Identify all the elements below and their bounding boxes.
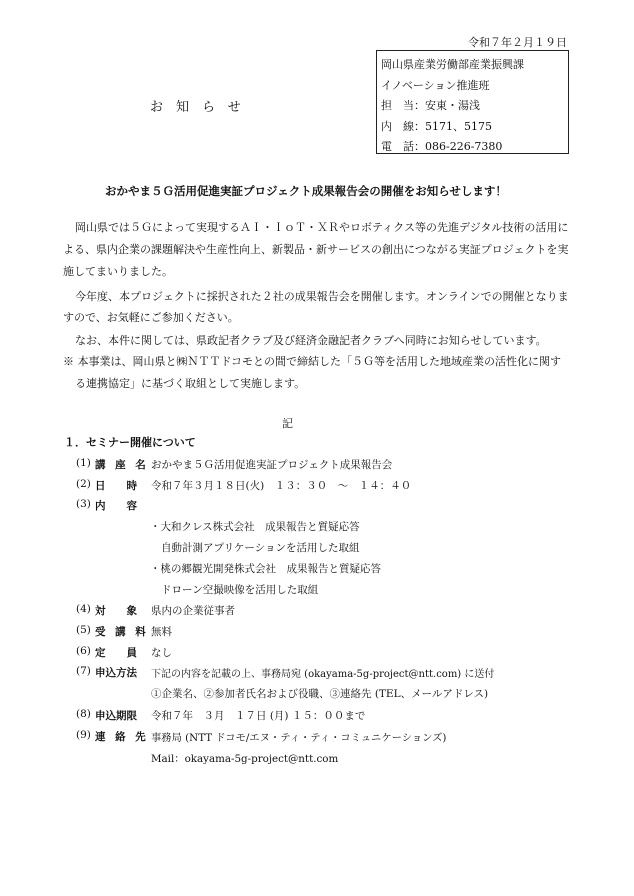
issue-date: 令和７年２月１９日 <box>468 36 567 49</box>
item-3-sub-1-detail: 自動計測アプリケーションを活用した取組 <box>161 542 360 554</box>
item-5-label: 受 講 料 <box>95 626 149 638</box>
section-1-title: １．セミナー開催について <box>64 436 196 449</box>
contact-dept: 岡山県産業労働部産業振興課 <box>381 58 524 71</box>
item-2-number: (2) <box>76 478 91 490</box>
item-4-label: 対 象 <box>95 605 137 617</box>
item-1-value: おかやま５Ｇ活用促進実証プロジェクト成果報告会 <box>151 459 393 471</box>
item-3-label: 内 容 <box>95 500 137 512</box>
note-line-2: る連携協定」に基づく取組として実施します。 <box>75 377 306 390</box>
item-7-label: 申込方法 <box>95 667 137 679</box>
item-9-label: 連 絡 先 <box>95 731 149 743</box>
item-5-number: (5) <box>76 624 91 636</box>
headline: おかやま５Ｇ活用促進実証プロジェクト成果報告会の開催をお知らせします！ <box>105 184 507 198</box>
contact-extension: 内 線：5171、5175 <box>381 120 492 133</box>
paragraph-3-line-1: なお、本件に関しては、県政記者クラブ及び経済金融記者クラブへ同時にお知らせしています。 <box>75 334 547 347</box>
paragraph-1-line-2: よる、県内企業の課題解決や生産性向上、新製品・新サービスの創出につながる実証プロジェクトを実 <box>63 243 569 256</box>
contact-box <box>376 50 569 154</box>
item-8-label: 申込期限 <box>95 710 137 722</box>
item-6-label: 定 員 <box>95 647 137 659</box>
paragraph-2-line-1: 今年度、本プロジェクトに採択された２社の成果報告会を開催します。オンラインでの開催となりま <box>75 290 569 303</box>
item-3-sub-2-detail: ドローン空撮映像を活用した取組 <box>161 584 319 596</box>
item-7-value-2: ①企業名、②参加者氏名および役職、③連絡先 (TEL、メールアドレス) <box>151 688 489 700</box>
item-2-value: 令和７年３月１８日(火) １３：３０ ～ １４：４０ <box>151 480 412 492</box>
item-3-sub-1: ・大和クレス株式会社 成果報告と質疑応答 <box>150 521 360 533</box>
item-9-email: Mail：okayama-5g-project@ntt.com <box>151 753 339 765</box>
item-1-number: (1) <box>76 457 91 469</box>
item-8-value: 令和７年 ３月 １７日 (月) １５：００まで <box>151 710 366 722</box>
item-6-number: (6) <box>76 645 91 657</box>
item-6-value: なし <box>151 647 172 659</box>
contact-phone: 電 話：086-226-7380 <box>381 140 503 153</box>
item-9-value: 事務局 (NTT ドコモ/エヌ・ティ・ティ・コミュニケーションズ) <box>151 732 447 744</box>
paragraph-1-line-3: 施してまいりました。 <box>63 265 173 278</box>
note-line-1: ※ 本事業は、岡山県と㈱ＮＴＴドコモとの間で締結した「５Ｇ等を活用した地域産業の活性化に関す <box>63 355 562 368</box>
paragraph-2-line-2: すので、お気軽にご参加ください。 <box>63 311 239 324</box>
item-3-sub-2: ・桃の郷観光開発株式会社 成果報告と質疑応答 <box>150 563 381 575</box>
item-5-value: 無料 <box>151 626 172 638</box>
item-7-number: (7) <box>76 665 91 677</box>
contact-person: 担 当：安東・湯浅 <box>381 99 480 112</box>
item-4-value: 県内の企業従事者 <box>151 605 235 617</box>
item-8-number: (8) <box>76 708 91 720</box>
item-1-label: 講 座 名 <box>95 459 149 471</box>
item-3-number: (3) <box>76 498 91 510</box>
paragraph-1-line-1: 岡山県では５Ｇによって実現するＡＩ・ＩｏＴ・ＸＲやロボティクス等の先進デジタル技術の活用に <box>75 221 569 234</box>
ki-heading: 記 <box>282 417 293 430</box>
notice-title: お知らせ <box>150 100 254 115</box>
item-7-value: 下記の内容を記載の上、事務局宛 (okayama-5g-project@ntt.com) に送付 <box>151 669 495 680</box>
item-4-number: (4) <box>76 603 91 615</box>
item-9-number: (9) <box>76 729 91 741</box>
contact-team: イノベーション推進班 <box>381 79 490 92</box>
item-2-label: 日 時 <box>95 480 137 492</box>
